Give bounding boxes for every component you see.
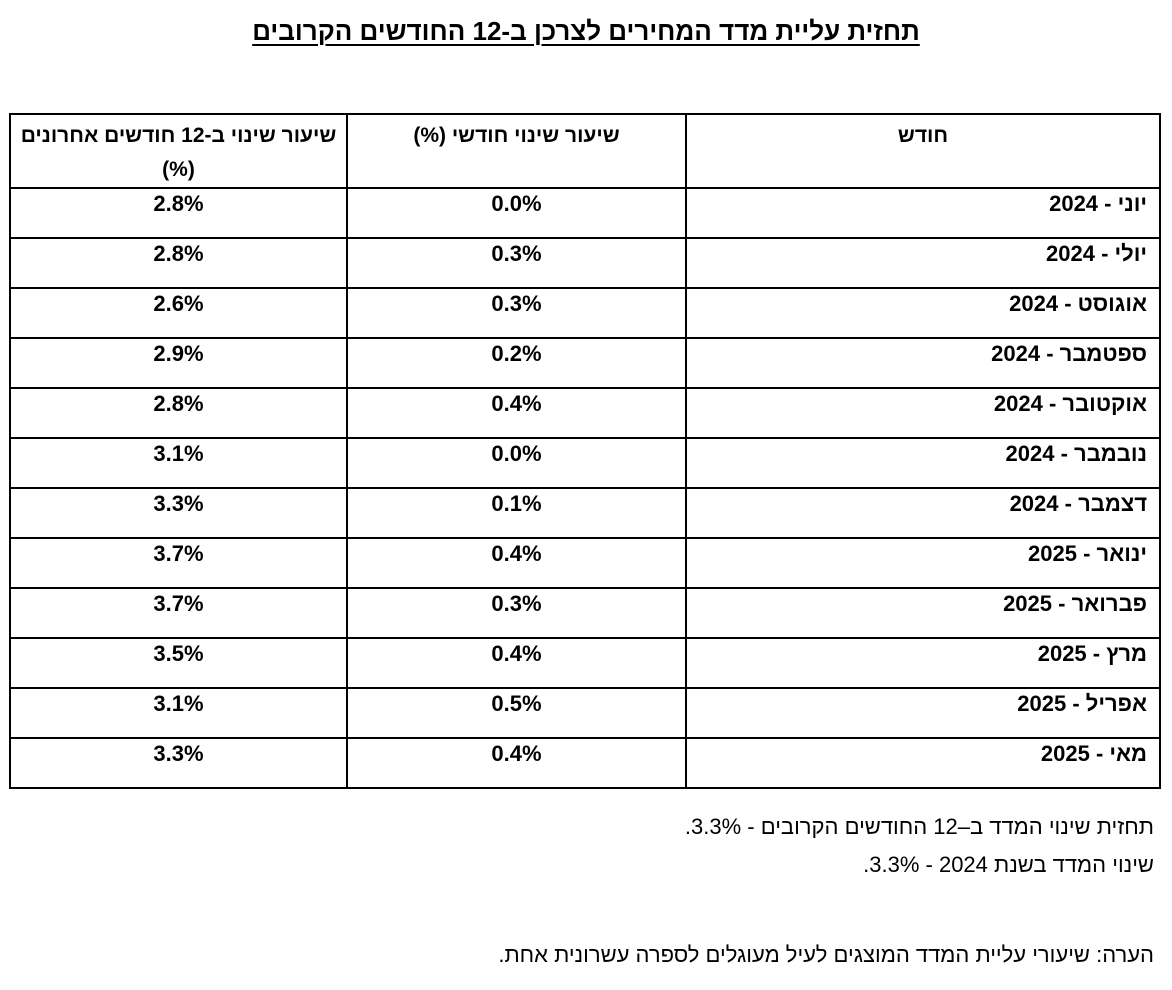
- table-row: [10, 488, 1160, 538]
- rounding-remark: הערה: שיעורי עליית המדד המוצגים לעיל מעוגלים לספרה עשרונית אחת.: [498, 942, 1154, 967]
- cell-monthly-change: 0.0%: [347, 438, 686, 488]
- cell-monthly-change: 0.4%: [347, 738, 686, 788]
- year-change-note: שינוי המדד בשנת 2024 - 3.3%.: [863, 852, 1154, 877]
- cell-monthly-change: 0.0%: [347, 188, 686, 238]
- cell-yearly-change: 2.6%: [10, 288, 347, 338]
- table-row: [10, 188, 1160, 238]
- cell-month-label: נובמבר - 2024: [1005, 441, 1147, 466]
- cell-month-label: ספטמבר - 2024: [991, 341, 1147, 366]
- header-month-label: חודש: [897, 124, 949, 147]
- cell-month: [686, 738, 1160, 788]
- cell-monthly-change: 0.3%: [347, 588, 686, 638]
- cell-yearly-change: 2.8%: [10, 238, 347, 288]
- table-row: [10, 688, 1160, 738]
- header-month: [686, 114, 1160, 188]
- cell-month: [686, 538, 1160, 588]
- table-body: [10, 188, 1160, 788]
- cell-month: [686, 688, 1160, 738]
- cell-month: [686, 488, 1160, 538]
- table-row: [10, 438, 1160, 488]
- cell-yearly-change: 3.3%: [10, 488, 347, 538]
- cell-month: [686, 238, 1160, 288]
- cell-month: [686, 288, 1160, 338]
- table-row: [10, 588, 1160, 638]
- document-title: תחזית עליית מדד המחירים לצרכן ב-12 החודשים הקרובים: [252, 16, 920, 46]
- cell-yearly-change: 3.7%: [10, 588, 347, 638]
- cell-month-label: מרץ - 2025: [1037, 641, 1147, 666]
- header-yearly-change: [10, 114, 347, 188]
- cell-month: [686, 338, 1160, 388]
- cell-monthly-change: 0.1%: [347, 488, 686, 538]
- table-row: [10, 388, 1160, 438]
- cell-monthly-change: 0.5%: [347, 688, 686, 738]
- cell-monthly-change: 0.4%: [347, 388, 686, 438]
- cell-yearly-change: 3.5%: [10, 638, 347, 688]
- cell-month-label: אוקטובר - 2024: [993, 391, 1147, 416]
- cell-month-label: ינואר - 2025: [1028, 541, 1147, 566]
- cell-month-label: מאי - 2025: [1040, 741, 1147, 766]
- cell-yearly-change: 2.9%: [10, 338, 347, 388]
- cell-month: [686, 388, 1160, 438]
- table-row: [10, 538, 1160, 588]
- notes-section: [24, 808, 1154, 974]
- cell-month: [686, 638, 1160, 688]
- cpi-forecast-table: [9, 113, 1161, 789]
- cell-monthly-change: 0.4%: [347, 638, 686, 688]
- table-row: [10, 338, 1160, 388]
- cell-monthly-change: 0.3%: [347, 288, 686, 338]
- header-monthly-change: [347, 114, 686, 188]
- cell-month-label: יולי - 2024: [1046, 241, 1147, 266]
- cell-yearly-change: 2.8%: [10, 188, 347, 238]
- cell-monthly-change: 0.3%: [347, 238, 686, 288]
- table-row: [10, 738, 1160, 788]
- cell-yearly-change: 3.1%: [10, 688, 347, 738]
- table-row: [10, 638, 1160, 688]
- cell-yearly-change: 3.3%: [10, 738, 347, 788]
- cell-yearly-change: 3.1%: [10, 438, 347, 488]
- header-monthly-change-label: שיעור שינוי חודשי (%): [413, 124, 620, 147]
- header-yearly-change-label: שיעור שינוי ב-12 חודשים אחרונים (%): [20, 124, 337, 181]
- cell-month-label: אוגוסט - 2024: [1009, 291, 1147, 316]
- cell-yearly-change: 3.7%: [10, 538, 347, 588]
- table-header-row: [10, 114, 1160, 188]
- cell-month: [686, 588, 1160, 638]
- cell-month-label: פברואר - 2025: [1003, 591, 1147, 616]
- cell-month: [686, 188, 1160, 238]
- table-row: [10, 238, 1160, 288]
- cell-monthly-change: 0.4%: [347, 538, 686, 588]
- forecast-note: תחזית שינוי המדד ב–12 החודשים הקרובים - 3.3%.: [684, 814, 1154, 839]
- cell-month-label: אפריל - 2025: [1017, 691, 1147, 716]
- cell-month-label: יוני - 2024: [1049, 191, 1147, 216]
- cell-month-label: דצמבר - 2024: [1009, 491, 1147, 516]
- cell-month: [686, 438, 1160, 488]
- cell-yearly-change: 2.8%: [10, 388, 347, 438]
- table-row: [10, 288, 1160, 338]
- cell-monthly-change: 0.2%: [347, 338, 686, 388]
